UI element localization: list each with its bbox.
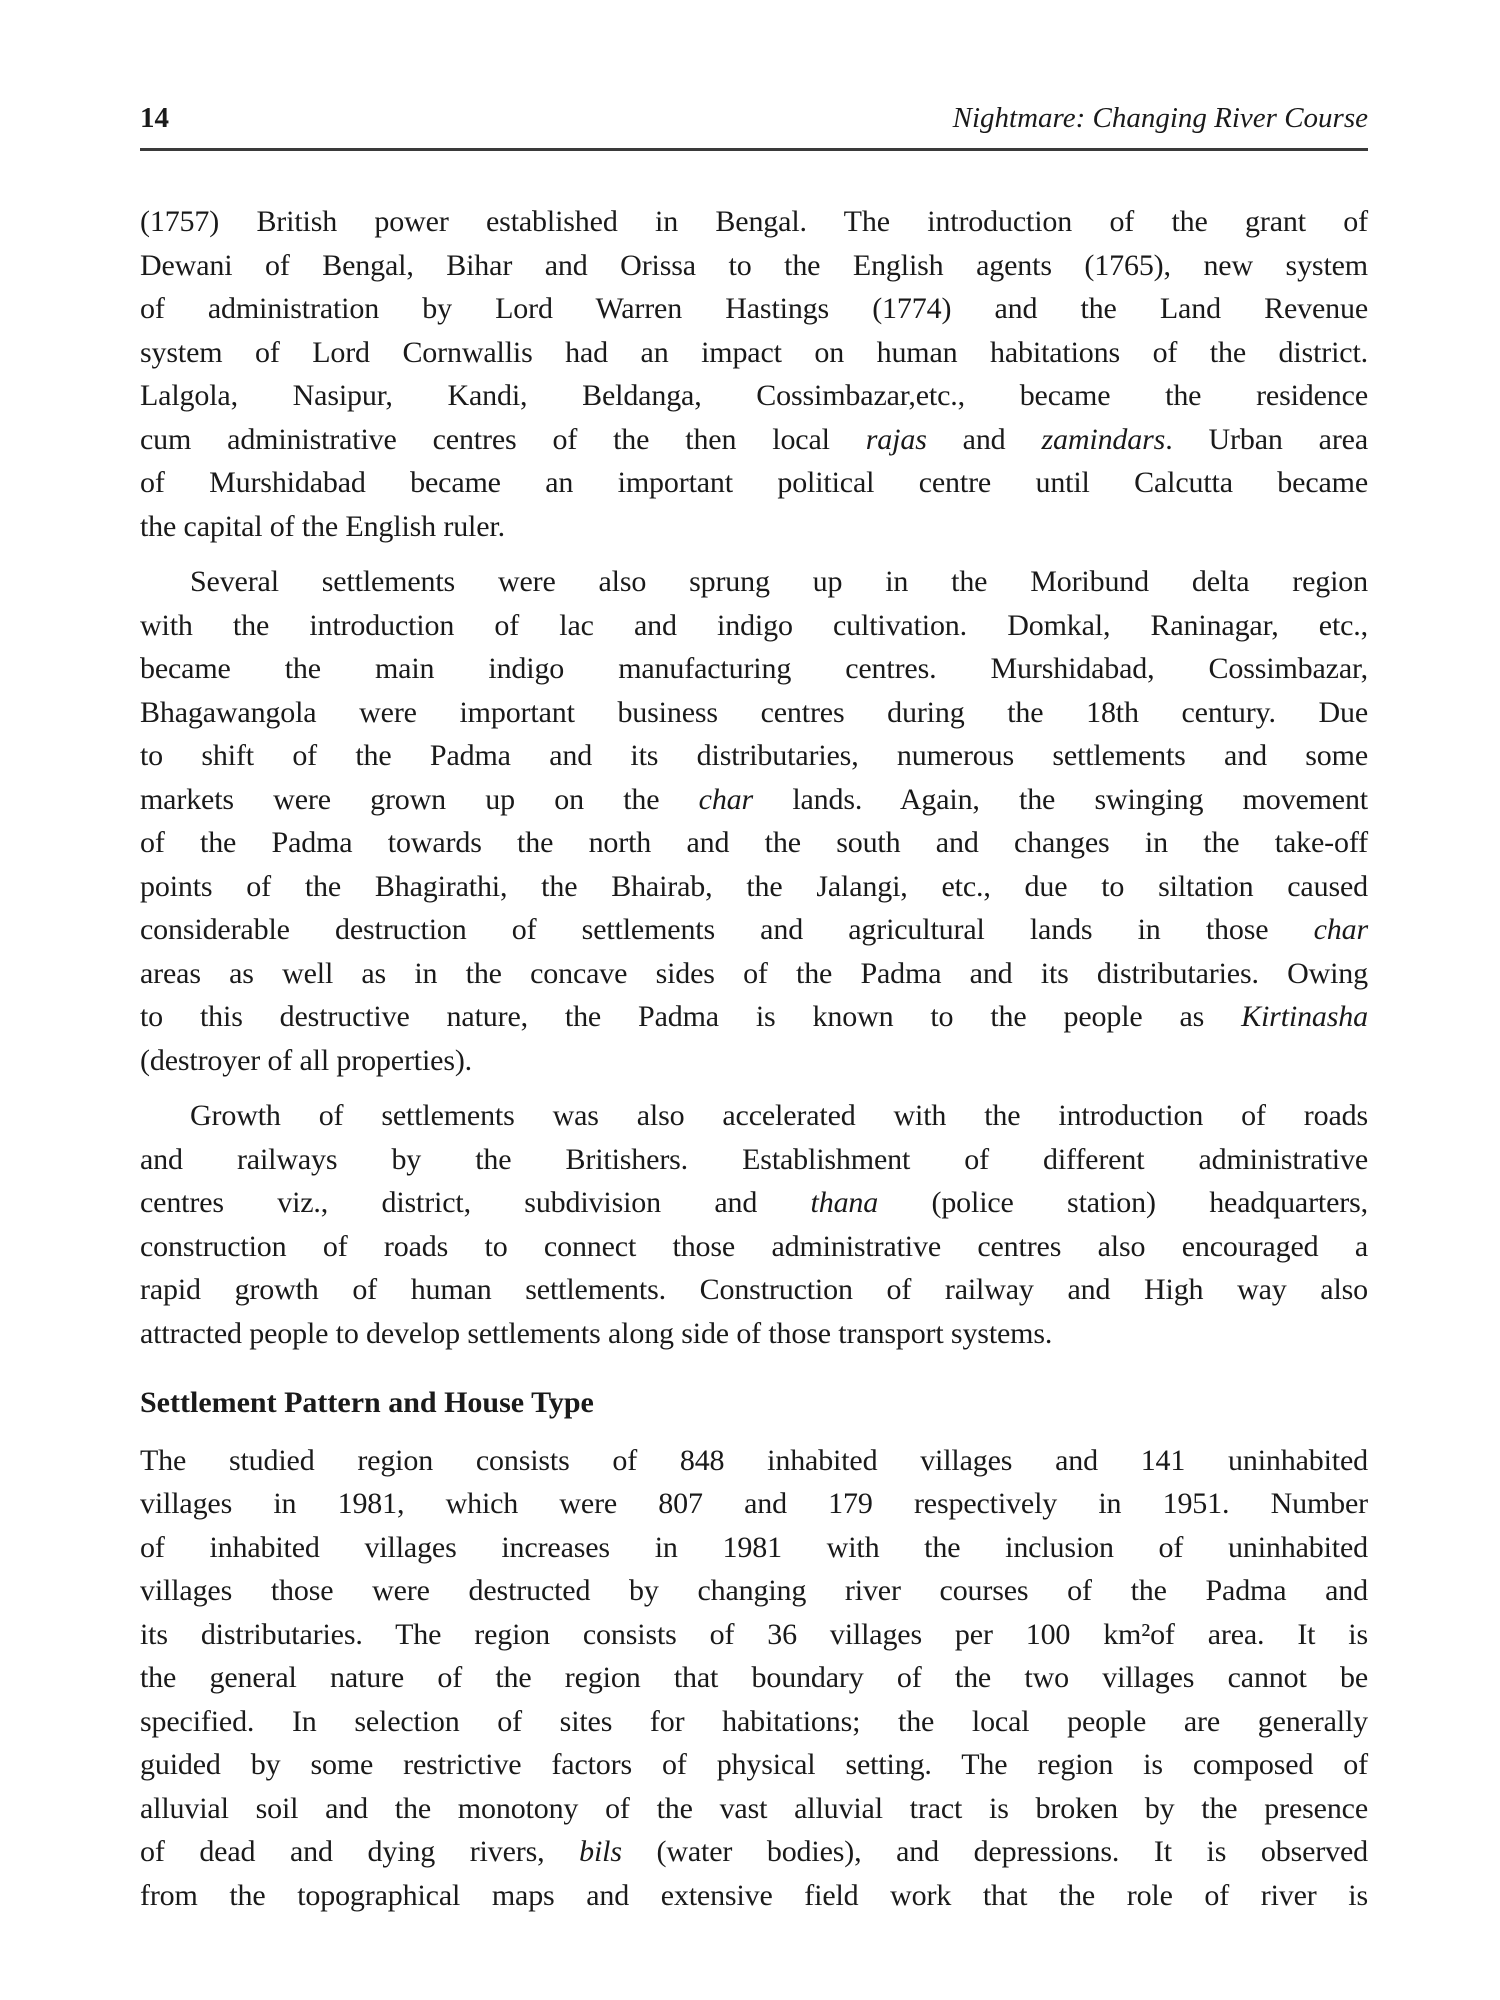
text-line — [140, 691, 1368, 735]
text-line — [140, 331, 1368, 375]
text-line — [140, 604, 1368, 648]
text-run: cum administrative centres of the then local — [140, 422, 866, 456]
text-run: to this destructive nature, the Padma is known to the people as — [140, 1000, 1242, 1033]
text-line — [140, 995, 1368, 1039]
text-line — [140, 1569, 1368, 1613]
text-run: of inhabited villages increases in 1981 with the inclusion of uninhabited — [140, 1530, 1368, 1564]
italic-term: bils — [579, 1835, 622, 1868]
text-run: points of the Bhagirathi, the Bhairab, the Jalangi, etc., due to siltation caused — [140, 869, 1368, 903]
italic-term: Kirtinasha — [1241, 1000, 1368, 1033]
text-line — [140, 865, 1368, 909]
italic-term: char — [1313, 913, 1368, 946]
text-line — [140, 461, 1368, 505]
text-line — [140, 1094, 1368, 1138]
text-run: Bhagawangola were important business centres during the 18th century. Due — [140, 695, 1368, 729]
text-line — [140, 1138, 1368, 1182]
text-run: markets were grown up on the — [140, 782, 699, 816]
text-run: Growth of settlements was also accelerated with the introduction of roads — [190, 1099, 1368, 1132]
text-run: from the topographical maps and extensive field work that the role of river is — [140, 1878, 1368, 1912]
text-run: and railways by the Britishers. Establishment of different administrative — [140, 1142, 1368, 1176]
text-run: (1757) British power established in Bengal. The introduction of the grant of — [140, 205, 1368, 238]
body-paragraphs — [140, 200, 1368, 1355]
text-line — [140, 1039, 1368, 1083]
text-line — [140, 1874, 1368, 1918]
text-run: to shift of the Padma and its distributaries, numerous settlements and some — [140, 739, 1368, 772]
text-line — [140, 647, 1368, 691]
paragraph — [140, 1439, 1368, 1918]
text-run: the general nature of the region that boundary of the two villages cannot be — [140, 1661, 1368, 1694]
text-run: of administration by Lord Warren Hastings (1774) and the Land Revenue — [140, 292, 1368, 325]
text-run: Dewani of Bengal, Bihar and Orissa to the English agents (1765), new system — [140, 248, 1368, 282]
text-run: alluvial soil and the monotony of the vast alluvial tract is broken by the presence — [140, 1791, 1368, 1825]
text-run: of dead and dying rivers, — [140, 1835, 580, 1868]
text-line — [140, 778, 1368, 822]
text-line — [140, 952, 1368, 996]
text-line — [140, 1743, 1368, 1787]
paragraph — [140, 1094, 1368, 1355]
text-line — [140, 1225, 1368, 1269]
section-paragraphs — [140, 1439, 1368, 1918]
text-line — [140, 374, 1368, 418]
text-line — [140, 908, 1368, 952]
text-line — [140, 821, 1368, 865]
running-head-title: Nightmare: Changing River Course — [952, 102, 1368, 134]
text-line — [140, 1181, 1368, 1225]
text-line — [140, 1787, 1368, 1831]
text-line — [140, 1482, 1368, 1526]
italic-term: thana — [810, 1186, 879, 1219]
text-line — [140, 1268, 1368, 1312]
text-line — [140, 1613, 1368, 1657]
paragraph — [140, 560, 1368, 1082]
text-line — [140, 244, 1368, 288]
text-line — [140, 1526, 1368, 1570]
text-run: villages those were destructed by changing river courses of the Padma and — [140, 1574, 1368, 1607]
text-run: Several settlements were also sprung up in the Moribund delta region — [190, 565, 1368, 598]
text-line — [140, 1830, 1368, 1874]
italic-term: zamindars — [1041, 422, 1166, 456]
text-run: The studied region consists of 848 inhabited villages and 141 uninhabited — [140, 1443, 1368, 1477]
text-run: specified. In selection of sites for habitations; the local people are generally — [140, 1704, 1368, 1738]
text-run: guided by some restrictive factors of physical setting. The region is composed of — [140, 1748, 1368, 1781]
text-run: considerable destruction of settlements and agricultural lands in those — [140, 913, 1314, 946]
text-line — [140, 1439, 1368, 1483]
text-run: with the introduction of lac and indigo cultivation. Domkal, Raninagar, etc., — [140, 608, 1368, 642]
text-run: . Urban area — [1165, 422, 1368, 456]
text-line — [140, 1656, 1368, 1700]
page-number: 14 — [140, 102, 169, 134]
text-run: lands. Again, the swinging movement — [753, 782, 1368, 816]
text-run: (police station) headquarters, — [878, 1186, 1368, 1219]
text-run: villages in 1981, which were 807 and 179 respectively in 1951. Number — [140, 1487, 1368, 1520]
italic-term: char — [698, 782, 754, 816]
text-run: rapid growth of human settlements. Construction of railway and High way also — [140, 1273, 1368, 1306]
text-run: (destroyer of all properties). — [140, 1043, 473, 1077]
text-run: of the Padma towards the north and the south and changes in the take-off — [140, 826, 1368, 859]
section-heading: Settlement Pattern and House Type — [140, 1386, 594, 1419]
text-run: construction of roads to connect those administrative centres also encouraged a — [140, 1229, 1368, 1263]
text-line — [140, 560, 1368, 604]
text-run: of Murshidabad became an important political centre until Calcutta became — [140, 466, 1368, 499]
text-line — [140, 1700, 1368, 1744]
text-line — [140, 418, 1368, 462]
body-text — [140, 200, 1368, 1929]
text-run: became the main indigo manufacturing centres. Murshidabad, Cossimbazar, — [140, 652, 1368, 685]
text-line — [140, 1312, 1368, 1356]
text-run: attracted people to develop settlements along side of those transport systems. — [140, 1316, 1053, 1350]
header-rule — [140, 148, 1368, 151]
italic-term: rajas — [865, 422, 927, 456]
text-line — [140, 287, 1368, 331]
text-run: Lalgola, Nasipur, Kandi, Beldanga, Cossimbazar,etc., became the residence — [140, 379, 1368, 412]
text-run: the capital of the English ruler. — [140, 509, 505, 543]
text-run: (water bodies), and depressions. It is observed — [621, 1835, 1369, 1868]
text-run: system of Lord Cornwallis had an impact on human habitations of the district. — [140, 335, 1368, 369]
text-run: areas as well as in the concave sides of the Padma and its distributaries. Owing — [140, 956, 1368, 990]
text-run: centres viz., district, subdivision and — [140, 1186, 811, 1219]
paragraph — [140, 200, 1368, 548]
text-line — [140, 734, 1368, 778]
text-run: its distributaries. The region consists of 36 villages per 100 km²of area. It is — [140, 1617, 1368, 1651]
text-run: and — [926, 422, 1042, 456]
text-line — [140, 200, 1368, 244]
text-line — [140, 505, 1368, 549]
